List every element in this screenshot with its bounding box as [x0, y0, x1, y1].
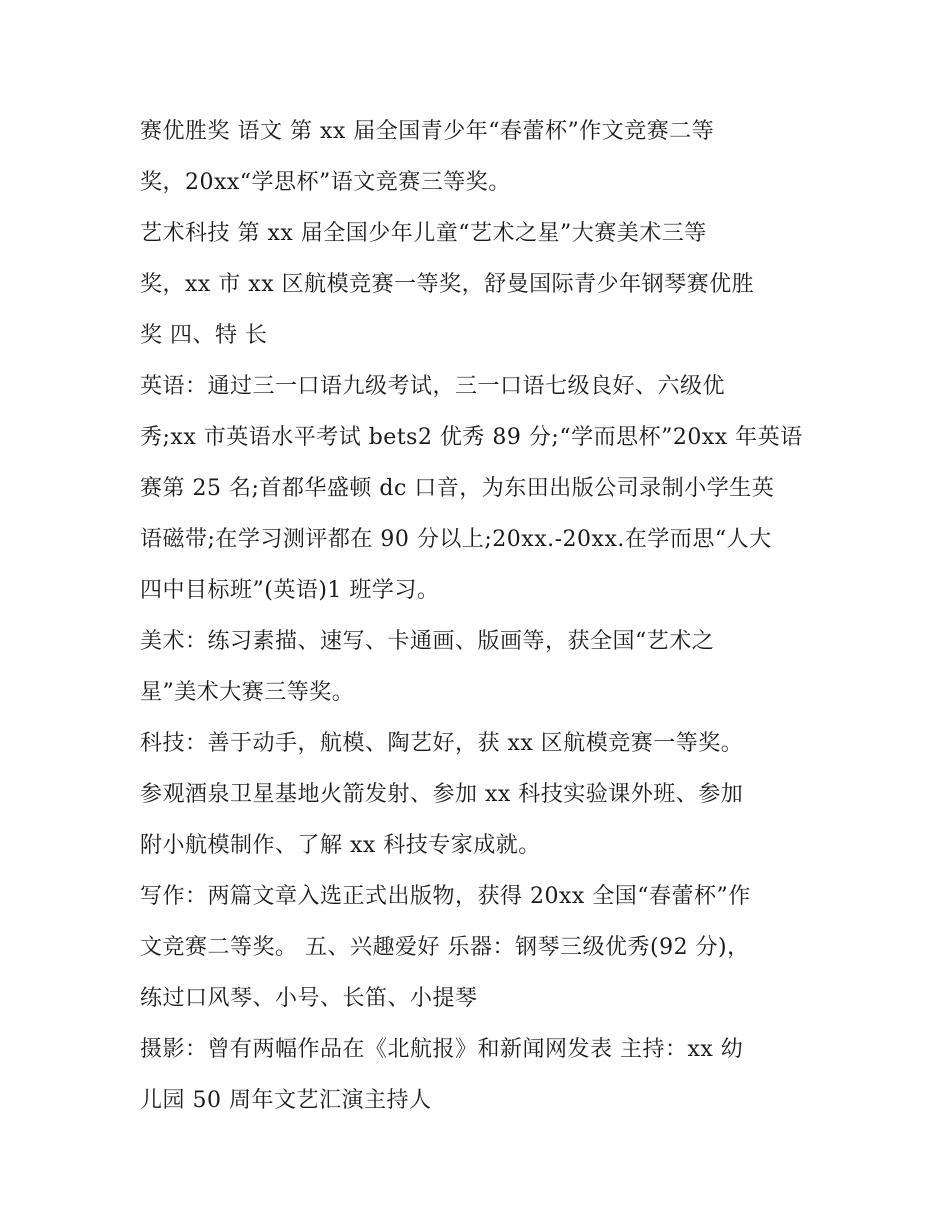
section-heading-line: 奖 四、特 长	[140, 323, 268, 348]
text-line: 艺术科技 第 xx 届全国少年儿童“艺术之星”大赛美术三等	[140, 221, 707, 246]
text-line: 四中目标班”(英语)1 班学习。	[140, 578, 440, 603]
text-line: 赛第 25 名;首都华盛顿 dc 口音，为东田出版公司录制小学生英	[140, 476, 775, 501]
text-line: 美术：练习素描、速写、卡通画、版画等，获全国“艺术之	[140, 629, 715, 654]
text-line: 附小航模制作、了解 xx 科技专家成就。	[140, 833, 541, 858]
text-line: 奖，xx 市 xx 区航模竞赛一等奖，舒曼国际青少年钢琴赛优胜	[140, 272, 755, 297]
text-line: 星”美术大赛三等奖。	[140, 680, 355, 705]
text-line: 秀;xx 市英语水平考试 bets2 优秀 89 分;“学而思杯”20xx 年英语	[140, 425, 803, 450]
text-line: 科技：善于动手，航模、陶艺好，获 xx 区航模竞赛一等奖。	[140, 731, 744, 756]
text-line: 写作：两篇文章入选正式出版物，获得 20xx 全国“春蕾杯”作	[140, 884, 751, 909]
text-line: 赛优胜奖 语文 第 xx 届全国青少年“春蕾杯”作文竞赛二等	[140, 119, 715, 144]
document-body	[140, 106, 820, 1126]
text-line: 儿园 50 周年文艺汇演主持人	[140, 1088, 432, 1113]
text-line: 语磁带;在学习测评都在 90 分以上;20xx.-20xx.在学而思“人大	[140, 527, 772, 552]
text-line: 摄影：曾有两幅作品在《北航报》和新闻网发表 主持：xx 幼	[140, 1037, 744, 1062]
text-line: 参观酒泉卫星基地火箭发射、参加 xx 科技实验课外班、参加	[140, 782, 744, 807]
text-line: 奖，20xx“学思杯”语文竞赛三等奖。	[140, 170, 511, 195]
text-line: 英语：通过三一口语九级考试，三一口语七级良好、六级优	[140, 374, 726, 399]
text-line: 文竞赛二等奖。 五、兴趣爱好 乐器：钢琴三级优秀(92 分)，	[140, 935, 750, 960]
text-line: 练过口风琴、小号、长笛、小提琴	[140, 986, 478, 1011]
